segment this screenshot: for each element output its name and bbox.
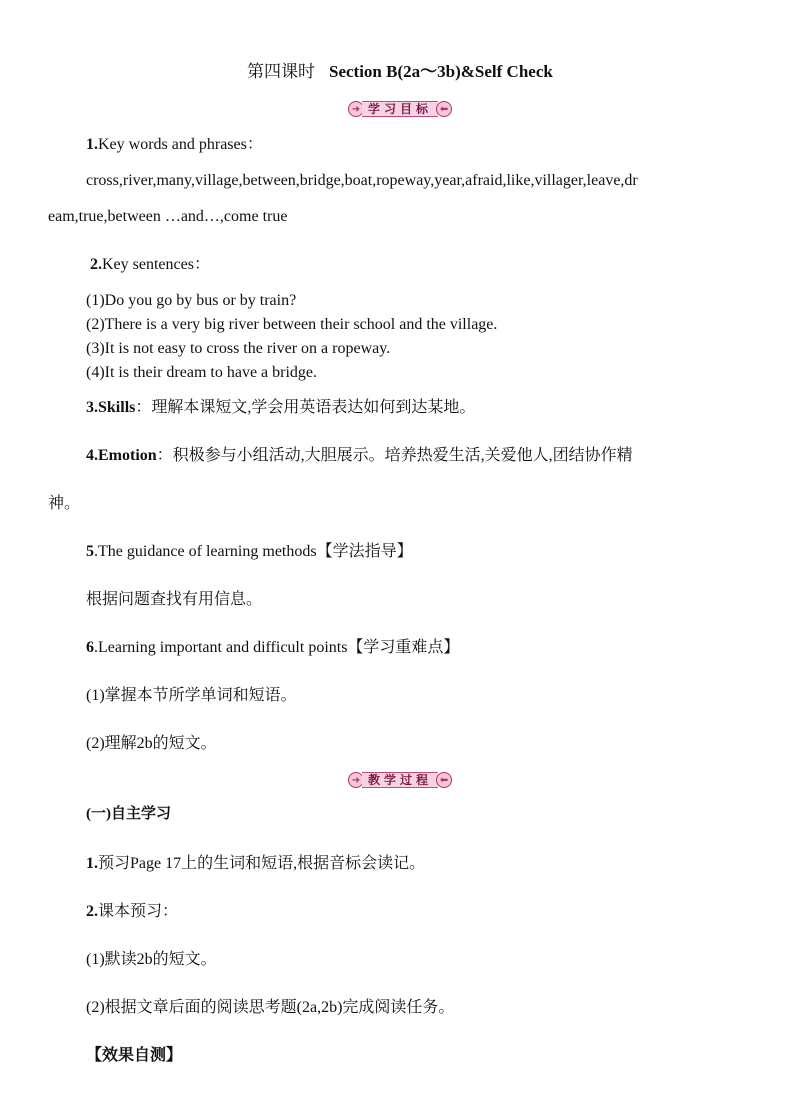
sentence-4: (4)It is their dream to have a bridge. [86, 364, 318, 381]
banner-label: 学习目标 [362, 101, 438, 117]
item-number: 1. [86, 855, 98, 872]
skills-text: ：理解本课短文,学会用英语表达如何到达某地。 [135, 399, 476, 416]
section-title: Section B(2a～3b)&Self Check [329, 62, 553, 81]
item-text: 课本预习： [98, 903, 179, 920]
sentence-3: (3)It is not easy to cross the river on a ropeway. [86, 340, 391, 357]
self-check-heading: 【效果自测】 [86, 1047, 183, 1064]
item-number: 4 [86, 447, 94, 464]
learning-goals-banner [348, 100, 452, 118]
process-sub-1: (1)默读2b的短文。 [86, 951, 217, 968]
arrow-left-icon: ⬅ [436, 101, 452, 117]
item-number: 6 [86, 639, 94, 656]
key-sentences-heading [90, 255, 210, 275]
item-number: 2. [86, 903, 98, 920]
learning-methods-heading [86, 542, 413, 562]
arrow-left-icon: ⬅ [436, 772, 452, 788]
heading-text: Key words and phrases： [98, 136, 263, 153]
emotion-label: .Emotion [94, 447, 157, 464]
sentence-1: (1)Do you go by bus or by train? [86, 292, 297, 309]
item-number: 1. [86, 136, 98, 153]
heading-text: .The guidance of learning methods【学法指导】 [94, 543, 413, 560]
banner-label: 教学过程 [362, 772, 438, 788]
skills-label: Skills [98, 399, 136, 416]
key-point-1: (1)掌握本节所学单词和短语。 [86, 687, 297, 704]
key-words-line-1: cross,river,many,village,between,bridge,boat,ropeway,year,afraid,like,villager,leave,dr [86, 172, 638, 189]
item-number: 3. [86, 399, 98, 416]
key-words-line-2: eam,true,between …and…,come true [48, 208, 288, 225]
teaching-process-banner [348, 771, 452, 789]
lesson-number: 第四课时 [247, 62, 315, 81]
item-number: 5 [86, 543, 94, 560]
process-item-2 [86, 902, 178, 922]
item-text: 预习Page 17上的生词和短语,根据音标会读记。 [98, 855, 426, 872]
sentence-2: (2)There is a very big river between their school and the village. [86, 316, 498, 333]
heading-text: .Learning important and difficult points【学习重难点】 [94, 639, 460, 656]
key-point-2: (2)理解2b的短文。 [86, 735, 217, 752]
learning-methods-text: 根据问题查找有用信息。 [86, 591, 263, 608]
skills-line [86, 398, 475, 418]
emotion-line [86, 446, 633, 466]
self-study-heading: (一)自主学习 [86, 806, 171, 822]
process-item-1 [86, 854, 425, 874]
emotion-line-cont: 神。 [48, 495, 81, 512]
page-title [247, 62, 553, 82]
key-words-heading [86, 135, 263, 155]
item-number: 2. [90, 256, 102, 273]
emotion-text: ：积极参与小组活动,大胆展示。培养热爱生活,关爱他人,团结协作精 [156, 447, 633, 464]
heading-text: Key sentences： [102, 256, 210, 273]
process-sub-2: (2)根据文章后面的阅读思考题(2a,2b)完成阅读任务。 [86, 999, 455, 1016]
key-points-heading [86, 638, 459, 658]
arrow-right-icon: ➜ [348, 101, 364, 117]
arrow-right-icon: ➜ [348, 772, 364, 788]
